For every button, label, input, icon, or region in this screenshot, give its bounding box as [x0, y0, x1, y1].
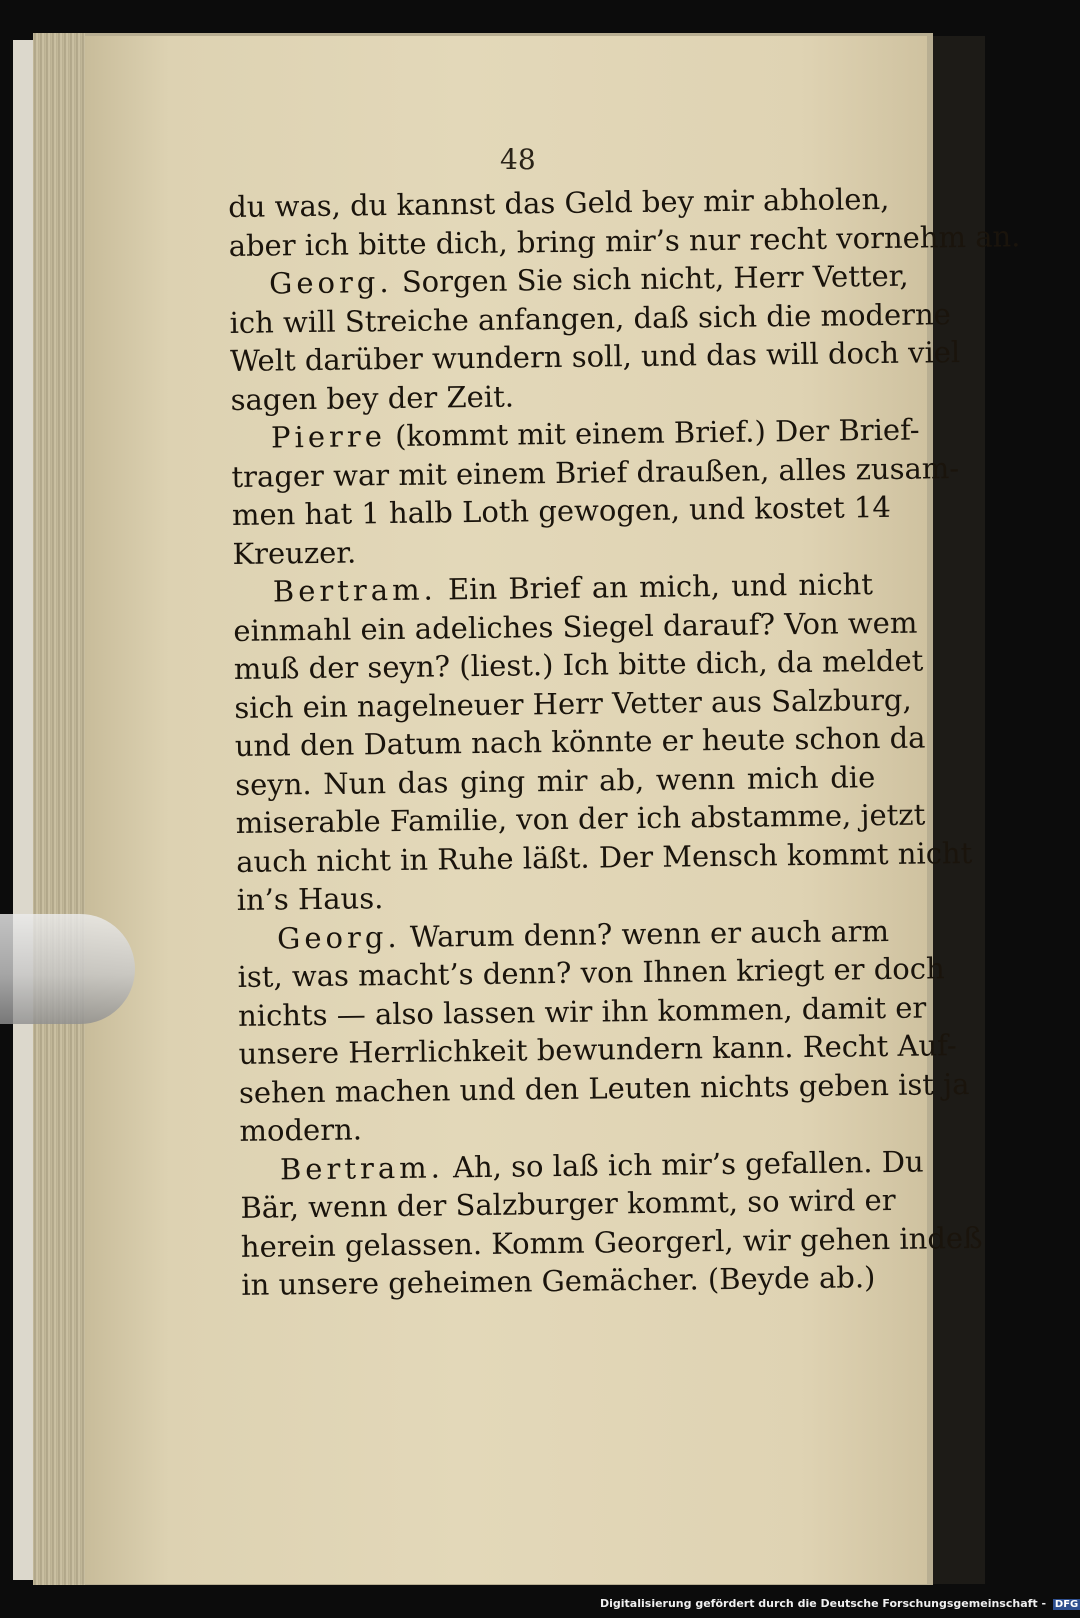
speaker-name: Georg.	[268, 264, 393, 301]
line-text: einmahl ein adeliches Siegel darauf? Von wem	[233, 605, 918, 648]
page-number: 48	[500, 143, 536, 176]
line-text: seyn. Nun das ging mir ab, wenn mich die	[235, 759, 876, 802]
line-text: du was, du kannst das Geld bey mir abholen,	[228, 181, 890, 224]
line-text: trager war mit einem Brief draußen, alles zusam-	[231, 450, 960, 494]
text-line	[236, 835, 973, 881]
line-text: Warum denn? wenn er auch arm	[409, 913, 890, 954]
book-cover-edge	[933, 36, 985, 1584]
text-line	[238, 1066, 970, 1112]
speaker-name: Bertram.	[272, 572, 437, 609]
line-text: sagen bey der Zeit.	[230, 379, 515, 417]
line-text: ist, was macht’s denn? von Ihnen kriegt er doch	[237, 951, 945, 994]
line-text: sich ein nagelneuer Herr Vetter aus Salzburg,	[234, 682, 912, 725]
speaker-name: Pierre	[270, 419, 387, 455]
line-text: Bär, wenn der Salzburger kommt, so wird er	[240, 1182, 896, 1225]
line-text: und den Datum nach könnte er heute schon da	[234, 720, 926, 763]
text-line	[229, 334, 961, 380]
scanner-edge	[13, 40, 33, 1580]
line-text: sehen machen und den Leuten nichts geben ist ja	[238, 1066, 970, 1110]
line-text: auch nicht in Ruhe läßt. Der Mensch kommt nicht	[236, 835, 973, 879]
speaker-name: Bertram.	[279, 1149, 445, 1186]
line-text: aber ich bitte dich, bring mir’s nur recht vornehm an.	[228, 218, 1021, 263]
line-text: Ah, so laß ich mir’s gefallen. Du	[452, 1144, 924, 1184]
page-edges	[33, 33, 85, 1585]
speaker-name: Georg.	[276, 919, 401, 955]
line-text: modern.	[239, 1112, 363, 1148]
line-text: men hat 1 halb Loth gewogen, und kostet 14	[231, 489, 891, 532]
line-text: Sorgen Sie sich nicht, Herr Vetter,	[401, 258, 909, 299]
line-text: miserable Familie, von der ich abstamme, jetzt	[235, 797, 926, 840]
dfg-logo: DFG	[1054, 1599, 1079, 1610]
line-text: in unsere geheimen Gemächer. (Beyde ab.)	[241, 1260, 876, 1302]
line-text: Welt darüber wundern soll, und das will doch viel	[229, 335, 961, 378]
line-text: Kreuzer.	[232, 534, 357, 571]
line-text: herein gelassen. Komm Georgerl, wir gehen indeß	[240, 1220, 983, 1264]
line-text: unsere Herrlichkeit bewundern kann. Recht Auf-	[238, 1028, 957, 1071]
text-line	[241, 1258, 881, 1304]
line-text: (kommt mit einem Brief.) Der Brief-	[394, 412, 920, 453]
credit-text: Digitalisierung gefördert durch die Deutsche Forschungsgemeinschaft -	[600, 1597, 1047, 1610]
line-text: muß der seyn? (liest.) Ich bitte dich, da meldet	[233, 643, 924, 686]
thumb-holding-page	[0, 914, 135, 1024]
text-line	[231, 488, 891, 534]
line-text: Ein Brief an mich, und nicht	[447, 567, 874, 607]
digitization-credit	[600, 1597, 1080, 1610]
page-text	[228, 180, 1021, 1304]
line-text: nichts — also lassen wir ihn kommen, damit er	[237, 990, 927, 1033]
line-text: ich will Streiche anfangen, daß sich die moderne	[229, 296, 952, 340]
line-text: in’s Haus.	[236, 881, 384, 917]
